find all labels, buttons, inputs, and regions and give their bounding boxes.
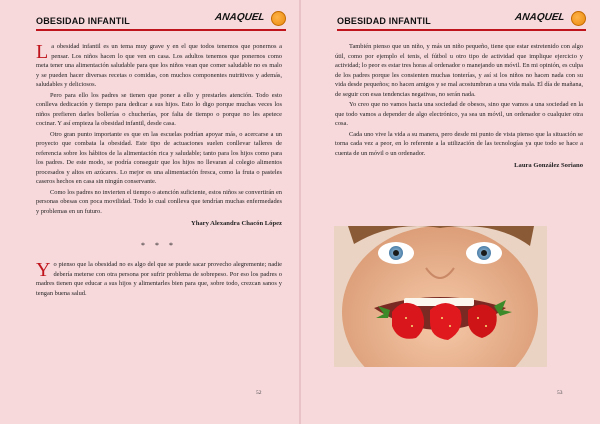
- magazine-logo: ANAQUEL: [213, 12, 265, 23]
- paragraph: Otro gran punto importante es que en las escuelas podrían apoyar más, o acercarse a un proyecto que combata la obesidad. Este tipo de actuaciones suelen conllevar talleres de referencia sobre los hábitos de la alimentación rica y saludable; tanto para los hijos como para los padres. De este modo, se podría conseguir que los hijos no llevaran al colegio alimentos procesados y altos en azúcares. Lo mejor es una alimentación fresca, como la fruta o pasteles caseros hechos en casa sin ningún conservante.: [36, 130, 282, 185]
- paragraph: Yo creo que no vamos hacia una sociedad de obesos, sino que vamos a una sociedad en la que todo vamos a depender de algo electrónico, ya sea un móvil, un ordenador o cualquier otra cosa.: [335, 101, 583, 127]
- paragraph: Cada uno vive la vida a su manera, pero desde mi punto de vista pienso que la situación se torna cada vez a peor, en lo referente a la utilización de las tecnologías ya que todo se hace a cuenta de un móvil o un ordenador.: [335, 130, 583, 157]
- article-column: [36, 42, 282, 299]
- child-face-illustration: [334, 226, 547, 367]
- paragraph: También pienso que un niño, y más un niño pequeño, tiene que estar estretenido con algo útil, como por ejemplo el tenis, el fútbol u otro tipo de actividad que implique ejercicio y actividad; lo peor es estar tres horas al ordenador o manejando un móvil. En mi opinión, es culpa de los padres porque les consienten muchas tonterías, y así si los niños no hacen nada con su vida desde pequeños; no hacen amigos y se mal acostumbran a una vida mala. El día de mañana, de seguir con esas tendencias negativas, no serán nada.: [335, 43, 583, 98]
- orange-badge-icon: [271, 11, 286, 26]
- paragraph: La obesidad infantil es un tema muy grave y en el que todos tenemos que ponernos a pensar. Los niños hacen lo que ven en casa. Los adultos tenemos que ponernos como meta tener una alimentación saludable para que los niños vean que comer saludable no es malo y se pueden hacer diversas recetas o comidas, con muchos componentes nutritivos y además, saludables y deliciosos.: [36, 41, 282, 88]
- orange-badge-icon: [571, 11, 586, 26]
- child-strawberries-photo: [334, 226, 547, 367]
- right-page: [301, 0, 600, 424]
- left-header: [36, 12, 286, 30]
- dropcap: L: [36, 41, 49, 63]
- header-rule: [36, 29, 286, 31]
- dropcap: Y: [36, 259, 51, 281]
- section-separator: * * *: [141, 240, 177, 250]
- paragraph: Pero para ello los padres se tienen que poner a ello y prestarles atención. Todo esto conlleva dedicación y tiempo para dedicar a sus hijos. Esto lo digo porque muchas veces los niños prefieren darles bollerías o chucherías, por falta de tiempo o porque no les apetece cocinar. Y así empieza la obesidad infantil, desde casa.: [36, 91, 282, 127]
- paragraph: Yo pienso que la obesidad no es algo del que se puede sacar provecho alegremente; nadie debería meterse con otra persona por sufrir problema de sobrepeso. Por eso los padres o madres tienen que educar a sus hijos y alimentarles bien para que, sobre todo, crezcan sanos y tengan buena salud.: [36, 259, 282, 297]
- paragraph: Como los padres no invierten el tiempo o atención suficiente, estos niños se convertirán en personas obesas con poca movilidad. Todo lo cual conlleva que tendrían muchas enfermedades y problemas en un futuro.: [36, 188, 282, 215]
- author-signature: Laura González Soriano: [514, 162, 583, 169]
- article-column: [335, 42, 583, 171]
- page-number: 52: [256, 390, 262, 396]
- right-header: [337, 12, 586, 30]
- section-title: OBESIDAD INFANTIL: [337, 16, 431, 26]
- section-title: OBESIDAD INFANTIL: [36, 16, 130, 26]
- page-number: 53: [557, 390, 563, 396]
- magazine-logo: ANAQUEL: [513, 12, 565, 23]
- author-signature: Yhary Alexandra Chacón López: [190, 220, 282, 227]
- header-rule: [337, 29, 586, 31]
